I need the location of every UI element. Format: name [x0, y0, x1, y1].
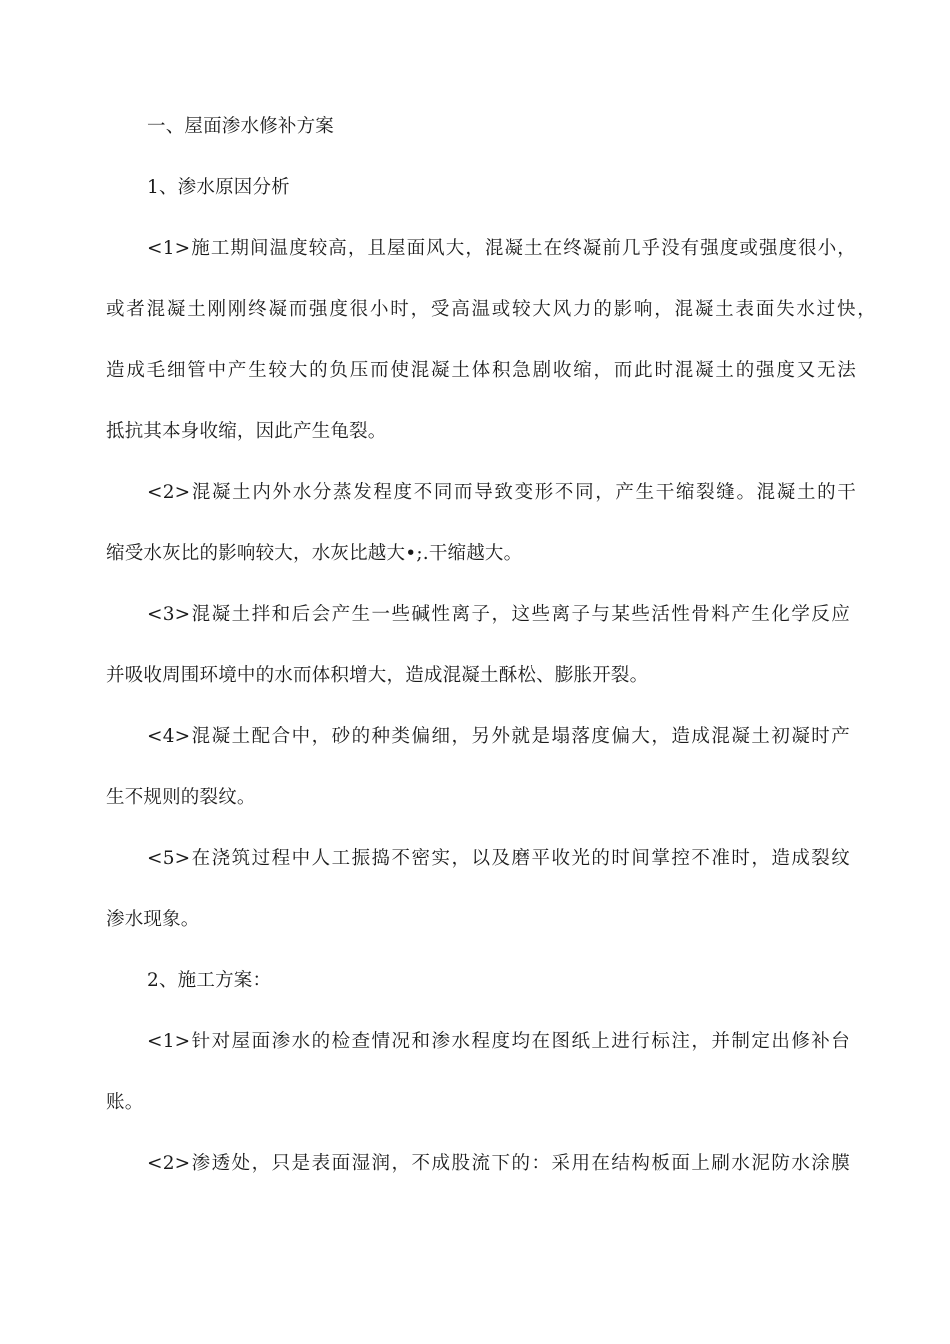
- paragraph-line: <5>在浇筑过程中人工振捣不密实，以及磨平收光的时间掌控不准时，造成裂纹: [147, 848, 850, 869]
- section-title-construction-plan: 2、施工方案：: [147, 970, 272, 991]
- paragraph-line: <2>混凝土内外水分蒸发程度不同而导致变形不同，产生干缩裂缝。混凝土的干: [147, 482, 856, 503]
- paragraph-line: 并吸收周围环境中的水而体积增大，造成混凝土酥松、膨胀开裂。: [106, 665, 649, 686]
- paragraph-line: 渗水现象。: [106, 909, 200, 930]
- paragraph-line: 生不规则的裂纹。: [106, 787, 256, 808]
- paragraph-line: <4>混凝土配合中，砂的种类偏细，另外就是塌落度偏大，造成混凝土初凝时产: [147, 726, 850, 747]
- paragraph-line: 造成毛细管中产生较大的负压而使混凝土体积急剧收缩，而此时混凝土的强度又无法: [106, 360, 856, 381]
- section-title-cause-analysis: 1、渗水原因分析: [147, 177, 290, 198]
- paragraph-line: <2>渗透处，只是表面湿润，不成股流下的：采用在结构板面上刷水泥防水涂膜: [147, 1153, 850, 1174]
- paragraph-line: <1>施工期间温度较高，且屋面风大，混凝土在终凝前几乎没有强度或强度很小，: [147, 238, 856, 259]
- paragraph-line: <3>混凝土拌和后会产生一些碱性离子，这些离子与某些活性骨料产生化学反应: [147, 604, 850, 625]
- document-heading: 一、屋面渗水修补方案: [147, 116, 335, 137]
- paragraph-line: 缩受水灰比的影响较大，水灰比越大•;.干缩越大。: [106, 543, 523, 564]
- paragraph-line: 抵抗其本身收缩，因此产生龟裂。: [106, 421, 387, 442]
- paragraph-line: <1>针对屋面渗水的检查情况和渗水程度均在图纸上进行标注，并制定出修补台: [147, 1031, 850, 1052]
- paragraph-line: 或者混凝土刚刚终凝而强度很小时，受高温或较大风力的影响，混凝土表面失水过快，: [106, 299, 876, 320]
- paragraph-line: 账。: [106, 1092, 144, 1113]
